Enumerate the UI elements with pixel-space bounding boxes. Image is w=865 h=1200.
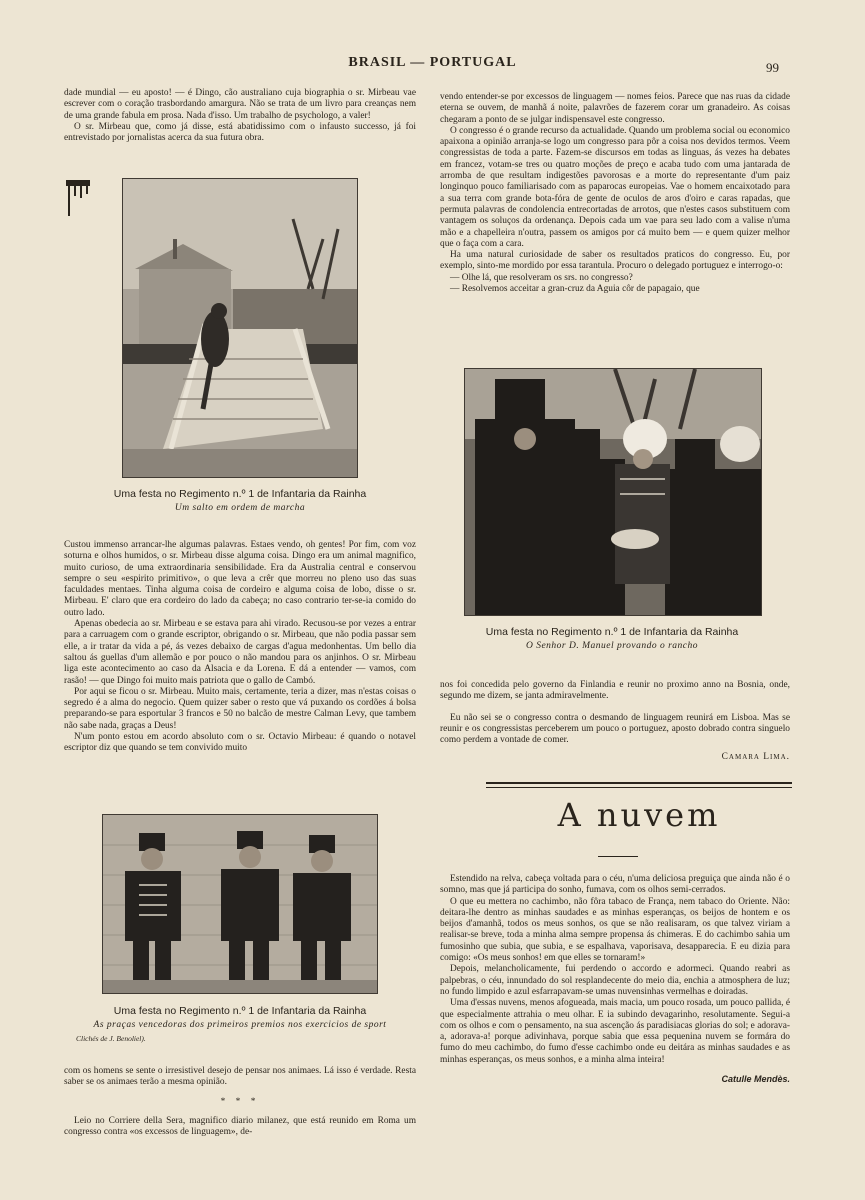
margin-mark: [66, 178, 92, 218]
photo-credit: Clichés de J. Benoliel).: [76, 1034, 146, 1043]
running-head: BRASIL — PORTUGAL: [348, 55, 517, 70]
figure-2-caption: [440, 626, 784, 651]
author-signature: Catulle Mendès.: [721, 1074, 790, 1085]
paragraph: N'um ponto estou em acordo absoluto com o sr. Octavio Mirbeau: é quando o notavel escriptor diz que quando se tem convivido muito: [64, 732, 416, 754]
caption-title: Uma festa no Regimento n.º 1 de Infantaria da Rainha: [113, 488, 367, 500]
article-nuvem-body: [440, 874, 790, 1085]
paragraph: nos foi concedida pelo governo da Finlandia e reunir no proximo anno na Bosnia, onde, segundo me dizem, se janta admiravelmente.: [440, 680, 790, 702]
author-signature: Camara Lima.: [721, 752, 790, 763]
photo-three-soldiers: [102, 814, 378, 994]
paragraph: Apenas obedecia ao sr. Mirbeau e se estava para ahi virado. Recusou-se por vezes a entrar para a carruagem com o grande escriptor, obrigando o sr. Mirbeau, que não podia passar sem elle, a ir tratar da vida a pé, ás vezes debaixo de cargas d'agua medonhentas. Um bello dia saltou ás guellas d'um allemão e por pouco o não mandou para os anjinhos. O sr. Mirbeau liga este acontecimento ao caso da Alsacia e da Lorena. E dá a entender — vamos, com rasão! — que Dingo foi muito mais patriota que o gallo de Cambó.: [64, 619, 416, 686]
paragraph: — Olhe lá, que resolveram os srs. no congresso?: [450, 272, 633, 283]
photo-king-tasting-ration: [464, 368, 762, 616]
figure-3-caption: [64, 1005, 416, 1030]
paragraph: vendo entender-se por excessos de linguagem — nomes feios. Parece que nas ruas da cidade eterna se ouvem, de manhã á noite, palavrões de fazerem corar um granadeiro. As coisas chegaram a ponto de se julgar indispensavel este congresso.: [440, 92, 790, 125]
section-break: * * *: [220, 1096, 260, 1107]
paragraph: dade mundial — eu aposto! — é Dingo, cão australiano cuja biographia o sr. Mirbeau vae escrever com o coração trasbordando amargura. Não se trata de um livro para creanças nem de uma grande fabula em prosa. Nada d'isso. Um trabalho de psychologo, a valer!: [64, 88, 416, 121]
paragraph: Custou immenso arrancar-lhe algumas palavras. Estaes vendo, oh gentes! Por fim, com voz soturna e olhos humidos, o sr. Mirbeau disse alguma coisa. Dingo era um animal magnifico, muito curioso, de uma extraordinaria sensibilidade. Era da Australia central e conservou sempre o seu «espirito primitivo», o que leva a crêr que morreu no pleno uso das suas faculdades mentaes. Tinha alguma coisa de cordeiro e alguma coisa de lobo, disse o sr. Mirbeau. E' claro que era cordeiro do lado da cabeça; no caso contrario ter-se-ia comido do outro lado.: [64, 540, 416, 618]
paragraph: Estendido na relva, cabeça voltada para o céu, n'uma deliciosa preguiça que ainda não é o somno, mas que já participa do sonho, fumava, com os olhos semi-cerrados.: [440, 874, 790, 896]
paragraph: Ha uma natural curiosidade de saber os resultados praticos do congresso. Eu, por exemplo, sinto-me mordido por essa tarantula. Procuro o delegado portuguez e interrogo-o:: [440, 250, 790, 272]
article-title: A nuvem: [557, 796, 721, 834]
left-column-bottom: [64, 1066, 416, 1138]
paragraph: O que eu mettera no cachimbo, não fôra tabaco de França, nem tabaco do Oriente. Não: deitara-lhe dentro as minhas saudades e as minhas esperanças, os beijos de hontem e os beijos d'amanhã, todos os meus sonhos, os que se não realisaram, os que talvez viriam a realisar-se breve, toda a minha alma sempre propensa ás chimeras. E do cachimbo sahia um fumosinho que subia, que subia, e se espalhava, vaporisava, desapparecia. E eu dizia para comigo: «Os meus sonhos! em que elles se tornaram!»: [440, 896, 790, 964]
caption-title: Uma festa no Regimento n.º 1 de Infantaria da Rainha: [113, 1005, 367, 1017]
left-column-middle: [64, 540, 416, 755]
right-column-middle: [440, 680, 790, 764]
paragraph: Leio no Corriere della Sera, magnifico diario milanez, que está reunido em Roma um congresso contra «os excessos de linguagem», de-: [64, 1115, 416, 1138]
caption-subtitle: As praças vencedoras dos primeiros premios nos exercicios de sport: [93, 1020, 387, 1030]
right-column-top: [440, 92, 790, 295]
separator-rule: [486, 787, 792, 788]
caption-title: Uma festa no Regimento n.º 1 de Infantaria da Rainha: [485, 626, 739, 638]
paragraph: Eu não sei se o congresso contra o desmando de linguagem reunirá em Lisboa. Mas se reunir e os congressistas perceberem um pouco o portuguez, aposto dobrado contra singuelo como perdem a vontade de comer.: [440, 712, 790, 746]
paragraph: — Resolvemos acceitar a gran-cruz da Aguia côr de papagaio, que: [450, 284, 700, 295]
caption-subtitle: O Senhor D. Manuel provando o rancho: [525, 641, 698, 651]
page-number: 99: [766, 60, 779, 75]
paragraph: com os homens se sente o irresistivel desejo de pensar nos animaes. Lá isso é verdade. Resta saber se os animaes terão a mesma opinião.: [64, 1066, 416, 1088]
paragraph: Uma d'essas nuvens, menos afogueada, mais macia, um pouco rosada, um pouco pallida, é que especialmente attrahia o meu olhar. E ia subindo devagarinho, resolutamente. Segui-a com os olhos e com o pensamento, na sua ascenção ás paradisiacas glorias do sol; e adorava-a, adorava-a! porque adivinhava, porque sabia que essa pequenina nuvem se formára do fumo do meu cachimbo, do fumo d'esse cachimbo onde eu deitára as minhas saudades e as minhas esperanças, os meus sonhos, e a minha alma inteira!: [440, 998, 790, 1065]
photo-jump-obstacle: [122, 178, 358, 478]
paragraph: O sr. Mirbeau que, como já disse, está abatidissimo com o infausto successo, já foi entrevistado por jornalistas acerca da sua futura obra.: [64, 121, 416, 144]
separator-rule: [486, 782, 792, 784]
caption-subtitle: Um salto em ordem de marcha: [174, 503, 306, 513]
paragraph: O congresso é o grande recurso da actualidade. Quando um problema social ou economico apaixona a opinião arranja-se logo um congresso para pôr a coisa nos devidos termos. Veem congressistas de toda a parte. Fazem-se discursos em todas as linguas, ás vezes ha debates em francez, votam-se tres ou quatro moções de preço e acaba tudo com uma jantarada de arromba de que resultam indigestões pavorosas e a morte do representante d'um paiz longinquo pouco familiarisado com as paparocas europeias. Vae o homem encaixotado para a sua terra com grande bota-fóra de gente de oculos de aros d'oiro e caras rapadas, que permuta palavras de condolencia entrecortadas de arrotos, que n'estes casos substituem com vantagem os soluços da ordenança. Depois cada um vae para seu lado com a valise n'uma mão e a chapelleira n'outra, passem os amigos por cá muito bem — e quem quizer melhor que o faça com a cara.: [440, 125, 790, 249]
figure-1-caption: [64, 488, 416, 513]
left-column-top: [64, 88, 416, 144]
title-underline: [598, 856, 638, 857]
paragraph: Depois, melancholicamente, fui perdendo o accordo e adormeci. Quando reabri as palpebras, o céu, innundado do sol resplandecente do meio dia, enchia a atmosphera de luz; no fundo limpido e azul esfarrapavam-se umas nuvensinhas vermelhas e doiradas.: [440, 964, 790, 997]
paragraph: Por aqui se ficou o sr. Mirbeau. Muito mais, certamente, teria a dizer, mas n'estas coisas o segredo é a alma do negocio. Quem quizer saber o resto que vá puxando os cordões á bolsa preparando-se para esportular 3 francos e 50 no balcão de mestre Calman Levy, que tambem não sabe nada, graças a Deus!: [64, 686, 416, 731]
